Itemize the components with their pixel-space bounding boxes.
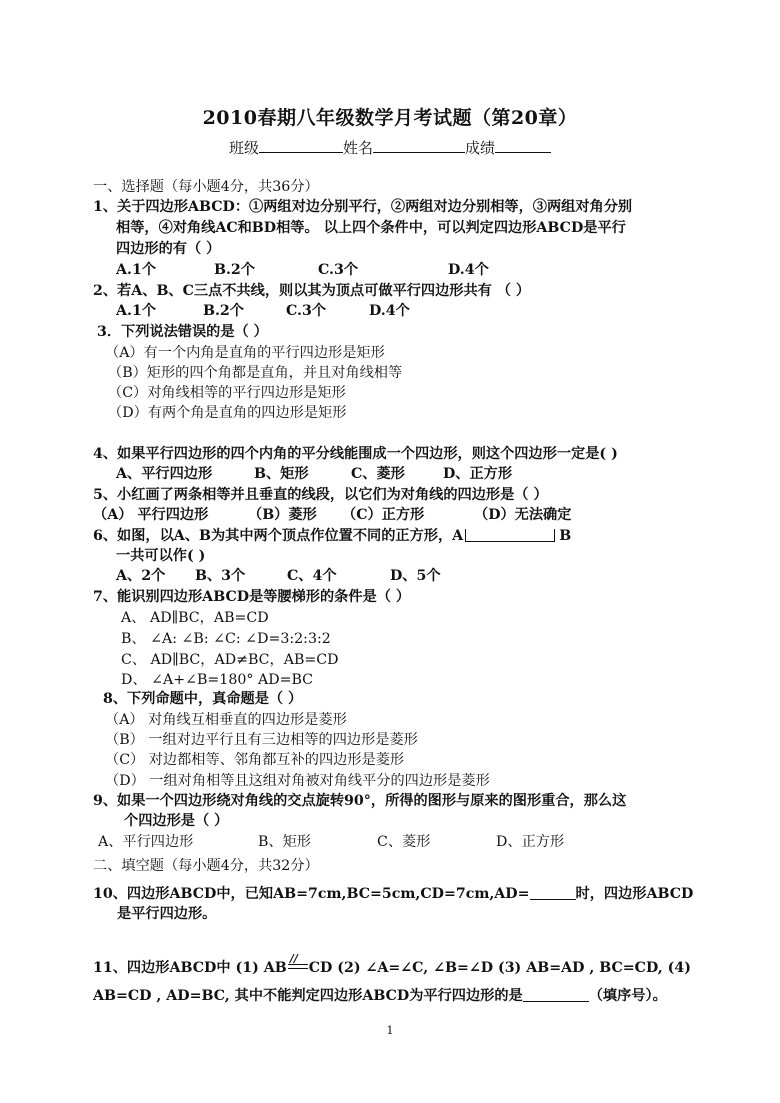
question-6-line-2: 一共可以作( ) bbox=[116, 548, 206, 564]
q7-option-a: A、 AD∥BC，AB=CD bbox=[121, 610, 269, 626]
q9-option-d: D、正方形 bbox=[496, 834, 565, 850]
score-blank[interactable] bbox=[495, 137, 551, 153]
q1-option-d: D.4个 bbox=[448, 262, 489, 278]
q6-option-a: A、2个 bbox=[116, 568, 166, 584]
question-4-stem: 4、如果平行四边形的四个内角的平分线能围成一个四边形，则这个四边形一定是( ) bbox=[93, 446, 618, 462]
question-8-stem: 8、下列命题中，真命题是（ ） bbox=[103, 691, 303, 707]
question-2-stem: 2、若A、B、C三点不共线，则以其为顶点可做平行四边形共有 （ ） bbox=[93, 283, 531, 299]
q10-answer-blank[interactable] bbox=[530, 885, 576, 900]
q11-answer-blank[interactable] bbox=[523, 987, 589, 1002]
question-10-line-1 bbox=[93, 885, 693, 903]
parallel-mark: // bbox=[289, 952, 298, 965]
q1-option-c: C.3个 bbox=[318, 262, 359, 278]
q9-option-a: A、平行四边形 bbox=[98, 834, 194, 850]
q6-stem-text: 6、如图，以A、B为其中两个顶点作位置不同的正方形，A bbox=[93, 528, 464, 544]
question-11-line-1 bbox=[93, 952, 691, 977]
q1-option-b: B.2个 bbox=[214, 262, 255, 278]
q2-option-b: B.2个 bbox=[203, 303, 244, 319]
q6-option-d: D、5个 bbox=[390, 568, 441, 584]
score-label: 成绩 bbox=[465, 139, 496, 157]
q8-option-d: （D） 一组对角相等且这组对角被对角线平分的四边形是菱形 bbox=[105, 773, 490, 789]
question-3-stem: 3．下列说法错误的是（ ） bbox=[97, 324, 268, 340]
question-6-stem bbox=[93, 527, 571, 545]
parallel-equal-symbol bbox=[287, 952, 309, 973]
q3-option-c: （C）对角线相等的平行四边形是矩形 bbox=[108, 385, 346, 401]
q3-option-d: （D）有两个角是直角的四边形是矩形 bbox=[108, 405, 347, 421]
question-11-line-2 bbox=[93, 987, 667, 1005]
q11-text-d: （填序号）。 bbox=[588, 988, 667, 1004]
q3-option-a: （A）有一个内角是直角的平行四边形是矩形 bbox=[105, 345, 385, 361]
q5-option-a: （A） 平行四边形 bbox=[93, 507, 209, 523]
q4-option-a: A、平行四边形 bbox=[116, 466, 213, 482]
q7-option-c: C、 AD∥BC，AD≠BC，AB=CD bbox=[121, 652, 339, 668]
question-10-line-2: 是平行四边形。 bbox=[117, 906, 217, 922]
q6-option-b: B、3个 bbox=[195, 568, 246, 584]
q8-option-a: （A） 对角线互相垂直的四边形是菱形 bbox=[105, 712, 347, 728]
class-blank[interactable] bbox=[259, 137, 343, 153]
question-9-line-1: 9、如果一个四边形绕对角线的交点旋转90°，所得的图形与原来的图形重合，那么这 bbox=[93, 793, 627, 809]
q7-option-b: B、 ∠A: ∠B: ∠C: ∠D=3:2:3:2 bbox=[121, 631, 331, 647]
q2-option-a: A.1个 bbox=[116, 303, 157, 319]
section-heading: 一、选择题（每小题4分，共36分） bbox=[93, 179, 319, 195]
q10-text-a: 10、四边形ABCD中，已知AB=7cm,BC=5cm,CD=7cm,AD= bbox=[93, 886, 530, 902]
name-blank[interactable] bbox=[373, 137, 465, 153]
q5-option-b: （B）菱形 bbox=[248, 507, 317, 523]
q2-option-c: C.3个 bbox=[286, 303, 327, 319]
q9-option-c: C、菱形 bbox=[377, 834, 431, 850]
q5-option-c: （C）正方形 bbox=[342, 507, 425, 523]
q11-text-b: CD (2) ∠A=∠C, ∠B=∠D (3) AB=AD , BC=CD, (4) bbox=[308, 960, 691, 976]
q3-option-b: （B）矩形的四个角都是直角，并且对角线相等 bbox=[108, 365, 403, 381]
square-figure bbox=[465, 529, 555, 542]
q10-text-b: 时，四边形ABCD bbox=[575, 886, 694, 902]
q7-option-d: D、 ∠A+∠B=180° AD=BC bbox=[121, 672, 314, 688]
q2-option-d: D.4个 bbox=[369, 303, 410, 319]
question-1-line-2: 相等，④对角线AC和BD相等。 以上四个条件中，可以判定四边形ABCD是平行 bbox=[116, 220, 626, 236]
q4-option-d: D、正方形 bbox=[443, 466, 513, 482]
q4-option-c: C、菱形 bbox=[351, 466, 405, 482]
q11-text-c: AB=CD , AD=BC, 其中不能判定四边形ABCD为平行四边形的是 bbox=[93, 988, 523, 1004]
page-number: 1 bbox=[386, 1024, 394, 1037]
question-9-line-2: 个四边形是（ ） bbox=[124, 813, 229, 829]
question-1-line-1: 1、关于四边形ABCD：①两组对边分别平行，②两组对边分别相等，③两组对角分别 bbox=[93, 199, 633, 215]
section-heading-2: 二、填空题（每小题4分，共32分） bbox=[93, 858, 319, 874]
question-1-line-3: 四边形的有（ ） bbox=[116, 241, 221, 257]
q1-option-a: A.1个 bbox=[116, 262, 157, 278]
page-title: 2010春期八年级数学月考试题（第20章） bbox=[202, 107, 578, 129]
question-5-stem: 5、小红画了两条相等并且垂直的线段，以它们为对角线的四边形是（ ） bbox=[93, 487, 548, 503]
student-info-line bbox=[0, 137, 780, 158]
class-label: 班级 bbox=[228, 139, 259, 157]
question-7-stem: 7、能识别四边形ABCD是等腰梯形的条件是（ ） bbox=[93, 589, 411, 605]
q6-option-c: C、4个 bbox=[287, 568, 337, 584]
q11-text-a: 11、四边形ABCD中 (1) AB bbox=[93, 960, 287, 976]
q9-option-b: B、矩形 bbox=[258, 834, 311, 850]
q8-option-b: （B） 一组对边平行且有三边相等的四边形是菱形 bbox=[105, 732, 418, 748]
q5-option-d: （D）无法确定 bbox=[474, 507, 572, 523]
name-label: 姓名 bbox=[342, 139, 373, 157]
q4-option-b: B、矩形 bbox=[254, 466, 309, 482]
q6-point-b: B bbox=[559, 528, 572, 544]
q8-option-c: （C） 对边都相等、邻角都互补的四边形是菱形 bbox=[105, 752, 405, 768]
